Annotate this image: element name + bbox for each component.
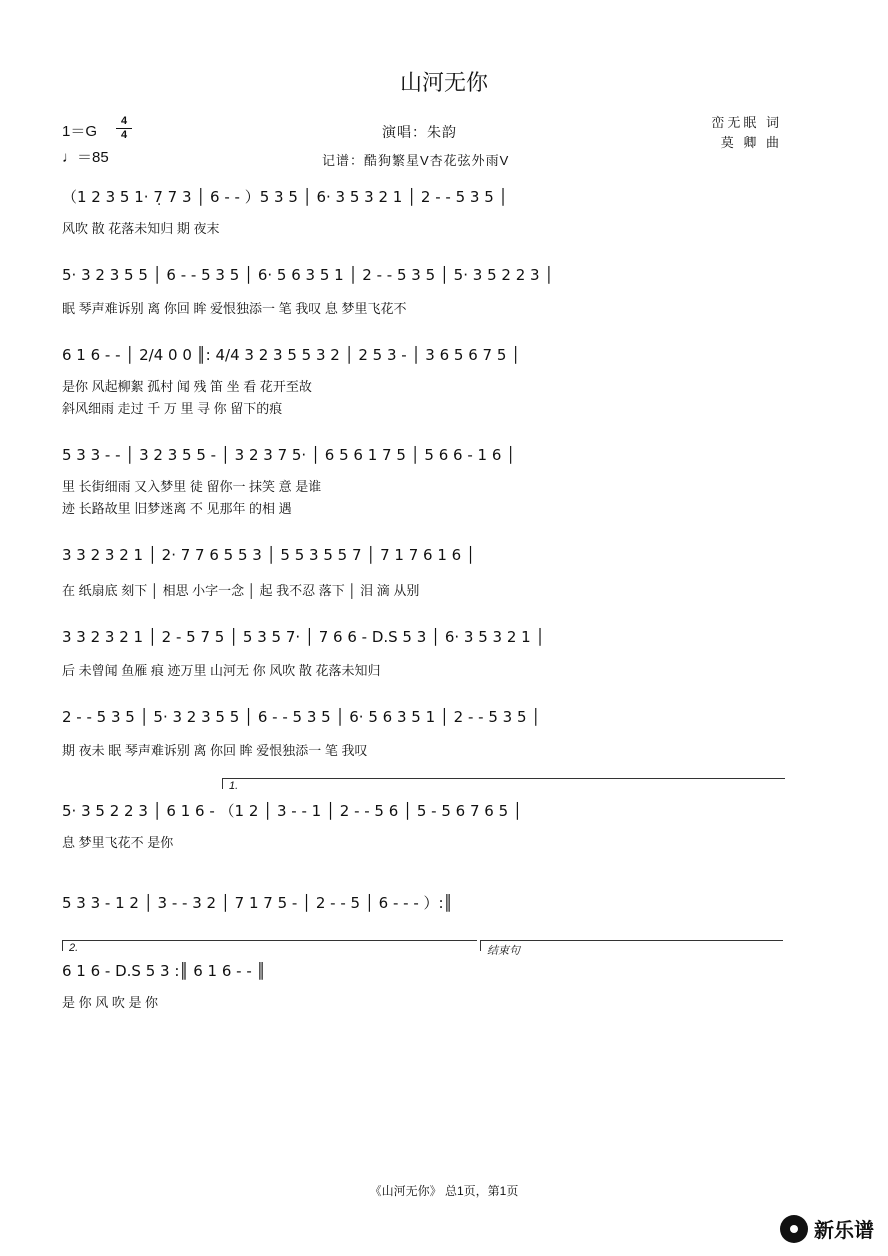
coda-bracket	[480, 940, 783, 957]
notation-row: 5 3 3 - 1 2 │ 3 - - 3 2 │ 7 1 7 5 - │ 2 - - 5 │ 6 - - - ）:║	[62, 894, 453, 912]
lyricist-credit: 峦无眠 词	[711, 115, 782, 130]
lyric-line: 风吹 散 花落未知归 期 夜末	[62, 221, 220, 236]
lyric-line: 眠 琴声难诉别 离 你回 眸 爱恨独添一 笔 我叹 息 梦里飞花不	[62, 301, 407, 316]
record-disc-icon	[780, 1215, 808, 1243]
brand-logo	[780, 1214, 874, 1243]
singer-credit: 演唱：朱韵	[382, 124, 457, 140]
lyric-line: 是 你 风 吹 是 你	[62, 995, 159, 1010]
lyric-line: 里 长街细雨 又入梦里 徒 留你一 抹笑 意 是谁	[62, 479, 322, 494]
lyric-line: 息 梦里飞花不 是你	[62, 835, 174, 850]
coda-label: 结束句	[487, 945, 520, 957]
meter-top: 4	[120, 115, 128, 127]
song-title: 山河无你	[399, 70, 488, 95]
first-ending-bracket	[222, 778, 785, 792]
page-footer: 《山河无你》 总1页，第1页	[369, 1184, 519, 1198]
notation-row: 3 3 2 3 2 1 │ 2· 7 7 6 5 5 3 │ 5 5 3 5 5 7 │ 7 1 7 6 1 6 │	[62, 546, 475, 564]
notation-row: 2 - - 5 3 5 │ 5· 3 2 3 5 5 │ 6 - - 5 3 5 │ 6· 5 6 3 5 1 │ 2 - - 5 3 5 │	[62, 708, 541, 726]
lyric-line: 斜风细雨 走过 千 万 里 寻 你 留下的痕	[62, 401, 283, 416]
lyric-line: 迹 长路故里 旧梦迷离 不 见那年 的相 遇	[62, 501, 292, 516]
notation-row: 6 1 6 - - │ 2/4 0 0 ║: 4/4 3 2 3 5 5 3 2 │ 2 5 3 - │ 3 6 5 6 7 5 │	[62, 346, 521, 364]
tempo-marking: ♩＝85	[62, 149, 109, 166]
brand-name: 新乐谱	[814, 1220, 874, 1242]
notation-row: 3 3 2 3 2 1 │ 2 - 5 7 5 │ 5 3 5 7· │ 7 6 6 - D.S 5 3 │ 6· 3 5 3 2 1 │	[62, 628, 545, 646]
notation-row: （1 2 3 5 1· 7̣ 7 3 │ 6 - - ）5 3 5 │ 6· 3 5 3 2 1 │ 2 - - 5 3 5 │	[62, 188, 508, 206]
notation-row: 5 3 3 - - │ 3 2 3 5 5 - │ 3 2 3 7 5· │ 6 5 6 1 7 5 │ 5 6 6 - 1 6 │	[62, 446, 516, 464]
lyric-line: 是你 风起柳絮 孤村 闻 残 笛 坐 看 花开至故	[62, 379, 312, 394]
notation-row: 5· 3 5 2 2 3 │ 6 1 6 - （1 2 │ 3 - - 1 │ 2 - - 5 6 │ 5 - 5 6 7 6 5 │	[62, 802, 522, 820]
notation-row: 6 1 6 - D.S 5 3 :║ 6 1 6 - - ║	[62, 962, 266, 980]
meter-bottom: 4	[120, 129, 128, 141]
lyric-line: 后 未曾闻 鱼雁 痕 迹万里 山河无 你 风吹 散 花落未知归	[62, 663, 381, 678]
transcriber-credit: 记谱：酷狗繁星V杏花弦外雨V	[322, 153, 510, 168]
notation-row: 5· 3 2 3 5 5 │ 6 - - 5 3 5 │ 6· 5 6 3 5 1 │ 2 - - 5 3 5 │ 5· 3 5 2 2 3 │	[62, 266, 554, 284]
key-signature: 1＝G	[62, 123, 98, 140]
lyric-line: 在 纸扇底 刻下 │ 相思 小字一念 │ 起 我不忍 落下 │ 泪 滴 从别	[62, 583, 420, 598]
lyric-line: 期 夜未 眠 琴声难诉别 离 你回 眸 爱恨独添一 笔 我叹	[62, 743, 368, 758]
second-ending-label: 2.	[69, 942, 79, 954]
composer-credit: 莫 卿 曲	[720, 135, 782, 150]
time-signature	[116, 116, 132, 141]
first-ending-label: 1.	[229, 780, 239, 792]
second-ending-bracket	[62, 940, 477, 954]
